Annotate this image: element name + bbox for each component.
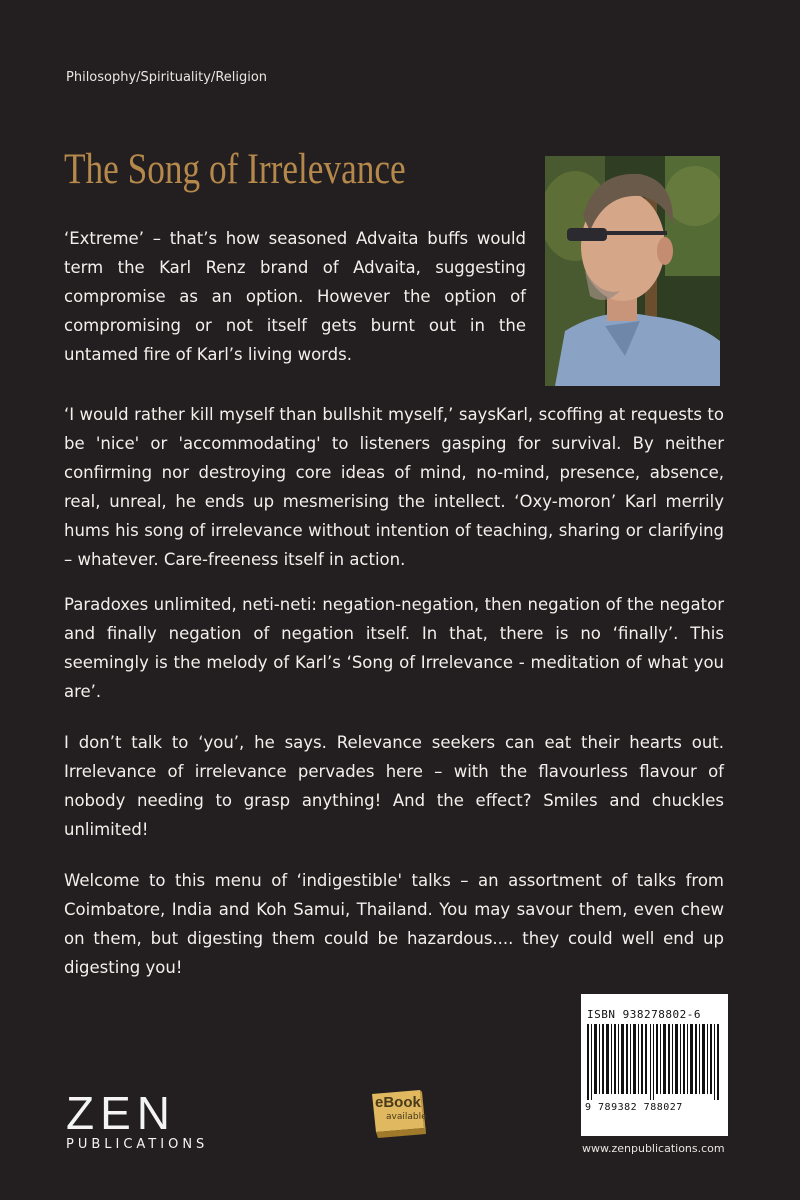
ebook-badge [370, 1090, 430, 1138]
barcode-digits: 9 789382 788027 [585, 1102, 683, 1113]
publisher-website: www.zenpublications.com [582, 1142, 725, 1155]
book-title: The Song of Irrelevance [64, 146, 406, 193]
paragraph-2: ‘I would rather kill myself than bullshit myself,’ saysKarl, scoffing at requests to be 'nice' or 'accommodating' to listeners gasping for survival. By neither confirming nor destroying core ideas of mind, no-mind, presence, absence, real, unreal, he ends up mesmerising the intellect. ‘Oxy-moron’ Karl merrily hums his song of irrelevance without intention of teaching, sharing or clarifying – whatever. Care-freeness itself in action. [64, 405, 724, 569]
publisher-logo-name: ZEN [66, 1087, 176, 1139]
author-photo [545, 156, 720, 386]
paragraph-1: ‘Extreme’ – that’s how seasoned Advaita buffs would term the Karl Renz brand of Advaita, suggesting compromise as an option. However the option of compromising or not itself gets burnt out in the untamed fire of Karl’s living words. [64, 229, 526, 364]
isbn-label: ISBN 938278802-6 [587, 1008, 701, 1021]
ebook-label: eBook [375, 1094, 421, 1111]
paragraph-4: I don’t talk to ‘you’, he says. Relevance seekers can eat their hearts out. Irrelevance of irrelevance pervades here – with the flavourless flavour of nobody needing to grasp anything! And the effect? Smiles and chuckles unlimited! [64, 733, 724, 839]
barcode-box [581, 994, 728, 1136]
publisher-logo-subtitle: PUBLICATIONS [66, 1137, 209, 1152]
barcode-icon [585, 1024, 724, 1100]
ebook-sub: available [386, 1112, 427, 1122]
category-label: Philosophy/Spirituality/Religion [66, 70, 268, 85]
paragraph-5: Welcome to this menu of ‘indigestible' talks – an assortment of talks from Coimbatore, India and Koh Samui, Thailand. You may savour them, even chew on them, but digesting them could be hazardous.... they could well end up digesting you! [64, 871, 724, 977]
paragraph-3: Paradoxes unlimited, neti-neti: negation-negation, then negation of the negator and finally negation of negation itself. In that, there is no ‘finally’. This seemingly is the melody of Karl’s ‘Song of Irrelevance - meditation of what you are’. [64, 595, 724, 701]
publisher-logo [66, 1087, 209, 1152]
